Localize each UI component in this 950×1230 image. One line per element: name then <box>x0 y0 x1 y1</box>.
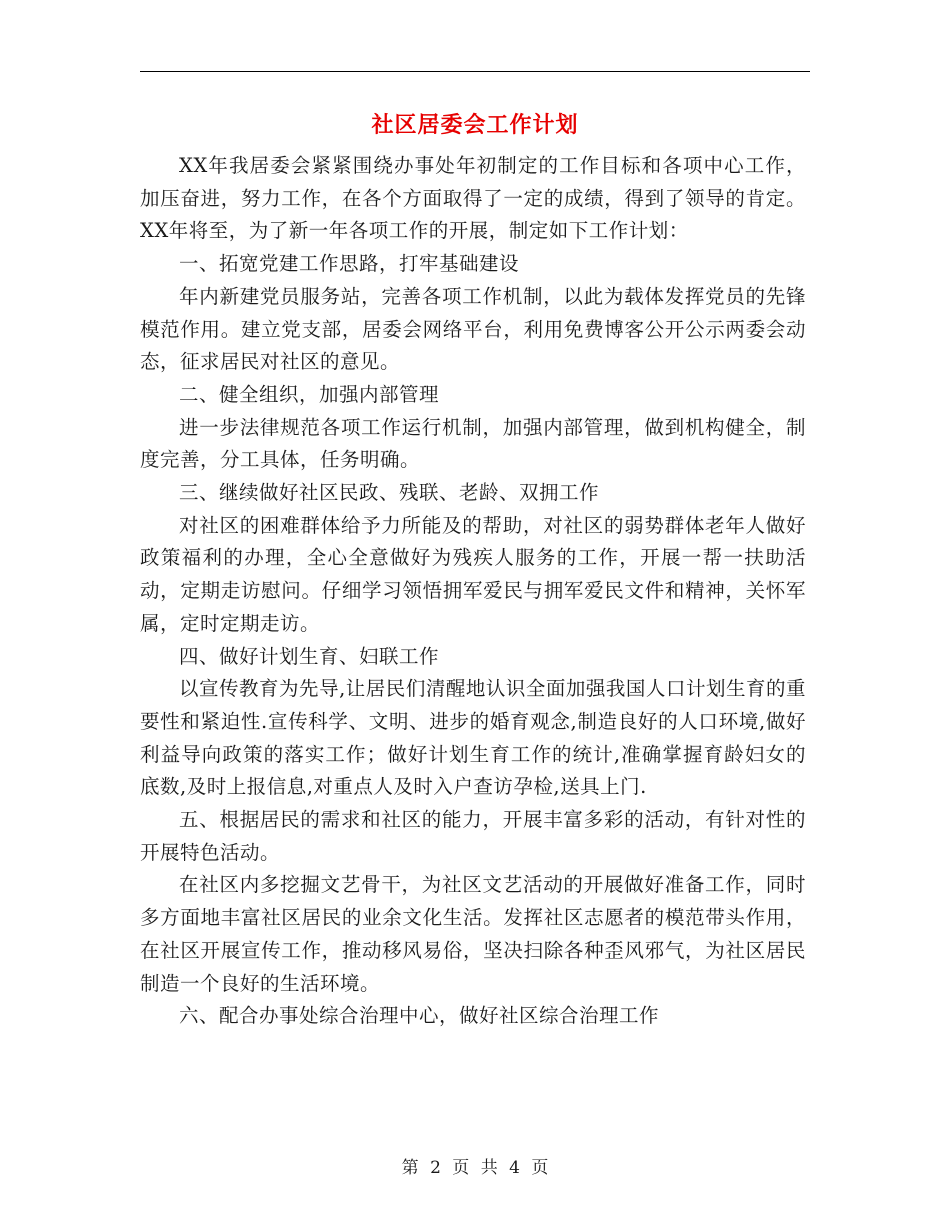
section-heading-3: 三、继续做好社区民政、残联、老龄、双拥工作 <box>179 481 600 505</box>
section-heading-1: 一、拓宽党建工作思路，打牢基础建设 <box>179 252 520 276</box>
page-number: 第 2 页 共 4 页 <box>401 1158 549 1178</box>
section-body-1: 年内新建党员服务站，完善各项工作机制，以此为载体发挥党员的先锋模范作用。建立党支部，居委会网络平台，利用免费博客公开公示两委会动态，征求居民对社区的意见。 <box>140 284 806 374</box>
section-body-2: 进一步法律规范各项工作运行机制，加强内部管理，做到机构健全，制度完善，分工具体，任务明确。 <box>140 415 806 472</box>
intro-paragraph: XX年我居委会紧紧围绕办事处年初制定的工作目标和各项中心工作，加压奋进，努力工作，在各个方面取得了一定的成绩，得到了领导的肯定。XX年将至，为了新一年各项工作的开展，制定如下工作计划： <box>140 154 806 243</box>
section-body-3: 对社区的困难群体给予力所能及的帮助，对社区的弱势群体老年人做好政策福利的办理，全心全意做好为残疾人服务的工作，开展一帮一扶助活动，定期走访慰问。仔细学习领悟拥军爱民与拥军爱民文件和精神，关怀军属，定时定期走访。 <box>140 513 806 635</box>
section-heading-2: 二、健全组织，加强内部管理 <box>179 382 440 406</box>
document-title: 社区居委会工作计划 <box>371 113 579 138</box>
section-body-4: 以宣传教育为先导,让居民们清醒地认识全面加强我国人口计划生育的重要性和紧迫性.宣传科学、文明、进步的婚育观念,制造良好的人口环境,做好利益导向政策的落实工作；做好计划生育工作的统计,准确掌握育龄妇女的底数,及时上报信息,对重点人及时入户查访孕检,送具上门. <box>140 677 806 799</box>
section-heading-5: 五、根据居民的需求和社区的能力，开展丰富多彩的活动，有针对性的开展特色活动。 <box>140 808 806 864</box>
header-rule <box>140 71 810 72</box>
document-body <box>140 150 806 1033</box>
section-heading-6: 六、配合办事处综合治理中心，做好社区综合治理工作 <box>179 1004 660 1028</box>
section-body-5: 在社区内多挖掘文艺骨干，为社区文艺活动的开展做好准备工作，同时多方面地丰富社区居民的业余文化生活。发挥社区志愿者的模范带头作用，在社区开展宣传工作，推动移风易俗，坚决扫除各种歪风邪气，为社区居民制造一个良好的生活环境。 <box>140 873 806 995</box>
section-heading-4: 四、做好计划生育、妇联工作 <box>179 644 440 668</box>
